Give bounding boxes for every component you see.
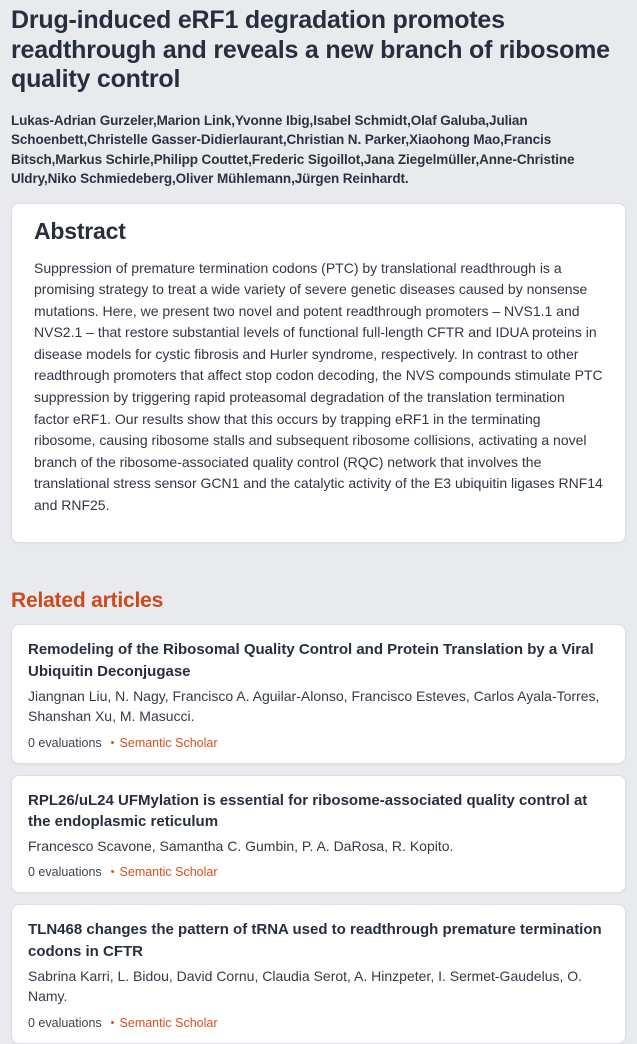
abstract-card <box>11 203 626 544</box>
related-article-meta <box>28 736 609 750</box>
related-article-card[interactable] <box>11 624 626 763</box>
bullet-separator-icon: • <box>110 866 115 879</box>
evaluations-count: 0 evaluations <box>28 735 102 750</box>
bullet-separator-icon: • <box>110 1016 115 1029</box>
semantic-scholar-link[interactable]: Semantic Scholar <box>119 735 218 750</box>
related-article-meta <box>28 865 609 879</box>
related-article-title: RPL26/uL24 UFMylation is essential for ribosome-associated quality control at the endoplasmic reticulum <box>28 791 588 830</box>
evaluations-count: 0 evaluations <box>28 1015 102 1030</box>
abstract-heading: Abstract <box>34 217 126 244</box>
related-article-card[interactable] <box>11 775 626 894</box>
paper-authors: Lukas-Adrian Gurzeler,Marion Link,Yvonne Ibig,Isabel Schmidt,Olaf Galuba,Julian Schoenbett,Christelle Gasser-Didierlaurant,Christian N. Parker,Xiaohong Mao,Francis Bitsch,Markus Schirle,Philipp Couttet,Frederic Sigoillot,Jana Ziegelmüller,Anne-Christine Uldry,Niko Schmiedeberg,Oliver Mühlemann,Jürgen Reinhardt. <box>11 112 575 187</box>
bullet-separator-icon: • <box>110 736 115 749</box>
related-article-authors: Francesco Scavone, Samantha C. Gumbin, P. A. DaRosa, R. Kopito. <box>28 838 454 855</box>
related-articles-heading: Related articles <box>11 589 164 613</box>
related-article-authors: Jiangnan Liu, N. Nagy, Francisco A. Aguilar-Alonso, Francisco Esteves, Carlos Ayala-Torres, Shanshan Xu, M. Masucci. <box>28 687 600 725</box>
related-article-card[interactable] <box>11 904 626 1043</box>
semantic-scholar-link[interactable]: Semantic Scholar <box>119 865 218 880</box>
related-article-authors: Sabrina Karri, L. Bidou, David Cornu, Claudia Serot, A. Hinzpeter, I. Sermet-Gaudelus, O. Namy. <box>28 967 583 1005</box>
related-article-meta <box>28 1016 609 1030</box>
paper-title: Drug-induced eRF1 degradation promotes readthrough and reveals a new branch of ribosome quality control <box>11 6 610 93</box>
evaluations-count: 0 evaluations <box>28 865 102 880</box>
related-article-title: Remodeling of the Ribosomal Quality Control and Protein Translation by a Viral Ubiquitin Deconjugase <box>28 641 594 680</box>
abstract-text: Suppression of premature termination codons (PTC) by translational readthrough is a promising strategy to treat a wide variety of severe genetic diseases caused by nonsense mutations. Here, we present two novel and potent readthrough promoters – NVS1.1 and NVS2.1 – that restore substantial levels of functional full-length CFTR and IDUA proteins in disease models for cystic fibrosis and Hurler syndrome, respectively. In contrast to other readthrough promoters that affect stop codon decoding, the NVS compounds stimulate PTC suppression by triggering rapid proteasomal degradation of the translation termination factor eRF1. Our results show that this occurs by trapping eRF1 in the terminating ribosome, causing ribosome stalls and subsequent ribosome collisions, activating a novel branch of the ribosome-associated quality control (RQC) network that involves the translational stress sensor GCN1 and the catalytic activity of the E3 ubiquitin ligases RNF14 and RNF25. <box>34 259 603 513</box>
semantic-scholar-link[interactable]: Semantic Scholar <box>119 1015 218 1030</box>
related-article-title: TLN468 changes the pattern of tRNA used to readthrough premature termination codons in CFTR <box>28 921 602 960</box>
